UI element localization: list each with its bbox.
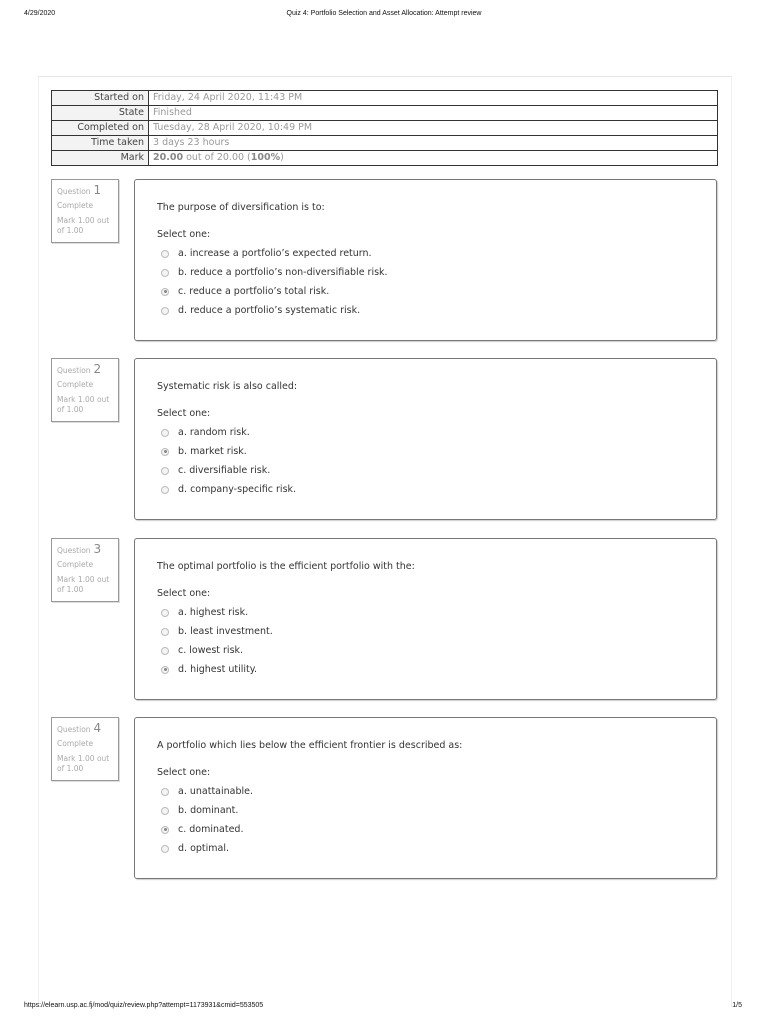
answer-options (161, 244, 388, 320)
summary-value: Finished (149, 106, 718, 121)
radio-button[interactable] (161, 269, 169, 277)
answer-label: d. reduce a portfolio’s systematic risk. (178, 305, 361, 316)
answer-option[interactable] (161, 782, 253, 801)
select-one-prompt: Select one: (157, 408, 211, 419)
answer-label: c. dominated. (178, 824, 244, 835)
question-number: 3 (93, 542, 102, 556)
answer-options (161, 423, 296, 499)
answer-label: c. reduce a portfolio’s total risk. (178, 286, 330, 297)
answer-option[interactable] (161, 820, 253, 839)
radio-button-selected[interactable] (161, 826, 169, 834)
answer-label: c. diversifiable risk. (178, 465, 271, 476)
answer-option[interactable] (161, 839, 253, 858)
question-state: Complete (57, 201, 94, 210)
question-number: 2 (93, 362, 102, 376)
summary-row-time (52, 136, 718, 151)
attempt-summary-table (51, 90, 718, 166)
answer-label: d. highest utility. (178, 664, 257, 675)
answer-label: b. least investment. (178, 626, 273, 637)
summary-row-state (52, 106, 718, 121)
question-content (134, 538, 717, 700)
question-label: Question (57, 725, 91, 734)
question-state: Complete (57, 560, 94, 569)
question-mark: Mark 1.00 out of 1.00 (57, 216, 110, 235)
summary-value (149, 151, 718, 166)
summary-value: Friday, 24 April 2020, 11:43 PM (149, 91, 718, 106)
answer-option[interactable] (161, 660, 273, 679)
select-one-prompt: Select one: (157, 588, 211, 599)
question-state: Complete (57, 739, 94, 748)
radio-button-selected[interactable] (161, 288, 169, 296)
answer-option[interactable] (161, 263, 388, 282)
print-date: 4/29/2020 (24, 10, 56, 17)
question-content (134, 179, 717, 341)
radio-button[interactable] (161, 467, 169, 475)
radio-button[interactable] (161, 807, 169, 815)
radio-button[interactable] (161, 788, 169, 796)
answer-label: b. reduce a portfolio’s non-diversifiable risk. (178, 267, 388, 278)
answer-label: c. lowest risk. (178, 645, 244, 656)
summary-label: State (52, 106, 149, 121)
summary-value: 3 days 23 hours (149, 136, 718, 151)
answer-option[interactable] (161, 244, 388, 263)
summary-label: Time taken (52, 136, 149, 151)
select-one-prompt: Select one: (157, 767, 211, 778)
mark-score: 20.00 (153, 152, 184, 163)
print-header (0, 10, 768, 22)
question-mark: Mark 1.00 out of 1.00 (57, 575, 110, 594)
summary-label: Started on (52, 91, 149, 106)
answer-label: a. increase a portfolio’s expected return. (178, 248, 372, 259)
question-state: Complete (57, 380, 94, 389)
answer-label: b. market risk. (178, 446, 247, 457)
answer-option[interactable] (161, 442, 296, 461)
radio-button[interactable] (161, 307, 169, 315)
question-text: A portfolio which lies below the efficient frontier is described as: (157, 740, 463, 751)
summary-row-mark (52, 151, 718, 166)
question-mark: Mark 1.00 out of 1.00 (57, 395, 110, 414)
radio-button-selected[interactable] (161, 666, 169, 674)
answer-label: d. company-specific risk. (178, 484, 297, 495)
answer-option[interactable] (161, 301, 388, 320)
question-content (134, 358, 717, 520)
question-number: 4 (93, 721, 102, 735)
radio-button[interactable] (161, 628, 169, 636)
radio-button-selected[interactable] (161, 448, 169, 456)
answer-options (161, 603, 273, 679)
answer-option[interactable] (161, 461, 296, 480)
answer-option[interactable] (161, 603, 273, 622)
question-mark: Mark 1.00 out of 1.00 (57, 754, 110, 773)
question-label: Question (57, 366, 91, 375)
summary-label: Mark (52, 151, 149, 166)
print-page-number: 1/5 (732, 1002, 742, 1009)
answer-label: d. optimal. (178, 843, 230, 854)
question-label: Question (57, 546, 91, 555)
radio-button[interactable] (161, 609, 169, 617)
summary-value: Tuesday, 28 April 2020, 10:49 PM (149, 121, 718, 136)
answer-label: a. highest risk. (178, 607, 249, 618)
radio-button[interactable] (161, 250, 169, 258)
mark-percent: 100% (250, 152, 281, 163)
answer-label: a. random risk. (178, 427, 250, 438)
radio-button[interactable] (161, 486, 169, 494)
print-footer (0, 1002, 768, 1014)
answer-option[interactable] (161, 480, 296, 499)
question-text: The optimal portfolio is the efficient portfolio with the: (157, 561, 415, 572)
summary-row-completed (52, 121, 718, 136)
answer-option[interactable] (161, 801, 253, 820)
question-info (51, 538, 119, 602)
answer-option[interactable] (161, 423, 296, 442)
question-info (51, 717, 119, 781)
question-content (134, 717, 717, 879)
answer-label: b. dominant. (178, 805, 239, 816)
mark-out-of: out of 20.00 ( (183, 152, 251, 163)
select-one-prompt: Select one: (157, 229, 211, 240)
answer-option[interactable] (161, 641, 273, 660)
question-number: 1 (93, 183, 102, 197)
answer-options (161, 782, 253, 858)
answer-label: a. unattainable. (178, 786, 254, 797)
summary-row-started (52, 91, 718, 106)
print-url: https://elearn.usp.ac.fj/mod/quiz/review.php?attempt=1173931&cmid=553505 (24, 1002, 264, 1009)
question-text: The purpose of diversification is to: (157, 202, 325, 213)
answer-option[interactable] (161, 622, 273, 641)
question-info (51, 179, 119, 243)
radio-button[interactable] (161, 647, 169, 655)
question-text: Systematic risk is also called: (157, 381, 298, 392)
summary-label: Completed on (52, 121, 149, 136)
print-title: Quiz 4: Portfolio Selection and Asset Allocation: Attempt review (286, 10, 482, 17)
mark-close: ) (280, 152, 284, 163)
answer-option[interactable] (161, 282, 388, 301)
radio-button[interactable] (161, 429, 169, 437)
radio-button[interactable] (161, 845, 169, 853)
question-label: Question (57, 187, 91, 196)
question-info (51, 358, 119, 422)
